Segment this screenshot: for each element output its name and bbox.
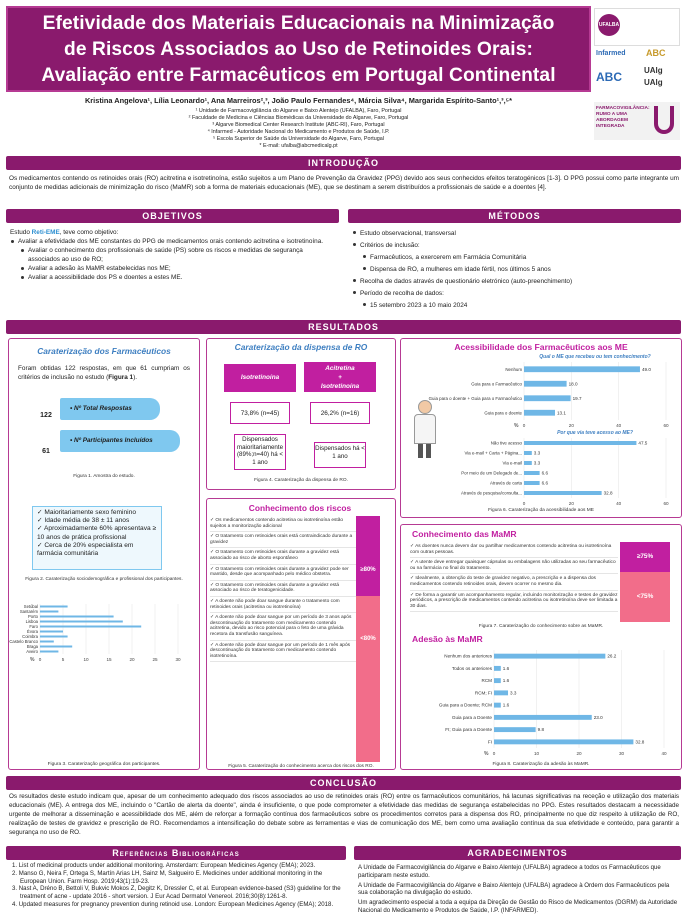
resultados-heading: RESULTADOS <box>6 320 681 334</box>
category-label: Via e-mail + Carta + Página... <box>464 450 522 456</box>
n-incluidos-label: • Nº Participantes Incluídos <box>60 430 180 452</box>
title-line-1: Efetividade dos Materiais Educacionais na Minimização <box>42 13 555 34</box>
category-label: RCM <box>481 678 492 684</box>
data-label: 1.6 <box>502 702 510 708</box>
tick-label: 40 <box>661 751 667 756</box>
bar <box>40 626 141 628</box>
riscos-pct-high: ≥80% <box>356 516 380 624</box>
tick-label: 60 <box>663 501 669 506</box>
category-label: RCM; FI <box>474 690 492 696</box>
pct-isotretinoina: 73,8% (n=45) <box>230 402 290 424</box>
pct-acitretina: 26,2% (n=16) <box>310 402 370 424</box>
bar <box>524 461 532 465</box>
affiliations: ¹ Unidade de Farmacovigilância do Algarve e Baixo Alentejo (UFALBA), Faro, Portugal ² Faculdade de Medicina e Ciências Biomédicas da Universidade do Algarve, Faro, Portugal ³ Algarve Biomedical Center Research Institute (ABC-RI), Faro, Portugal ⁴ Infarmed - Autoridade Nacional do Medicamento e Produtos de Saúde, I.P. ⁵ Escola Superior de Saúde da Universidade do Algarve, Faro, Portugal * E-mail: ufalba@abcmedicalg.pt <box>188 108 409 149</box>
dispensa-title: Caraterização da dispensa de RO <box>234 342 368 352</box>
tick-label: 15 <box>106 657 112 662</box>
acess-title: Acessibilidade dos Farmacêuticos aos ME <box>454 342 628 352</box>
category-label: Não tive acesso <box>490 440 522 446</box>
tick-label: 0 <box>522 423 526 428</box>
chart-geografico <box>9 600 192 664</box>
bar <box>40 611 58 613</box>
data-label: 6.6 <box>541 470 549 476</box>
ufalba-logo: UFALBA <box>598 14 620 36</box>
bar <box>524 410 555 416</box>
logo-panel <box>592 6 682 146</box>
list-item: ✓ A doente não pode doar sangue por um período de 1 mês após descontinuação do tratamento com medicamento contendo isotretinoína. <box>210 641 356 663</box>
bar <box>40 621 123 623</box>
objetivos-heading: OBJETIVOS <box>6 209 339 223</box>
tick-label: 40 <box>616 423 622 428</box>
category-label: Nenhum <box>505 366 522 372</box>
intro-heading: INTRODUÇÃO <box>6 156 681 170</box>
fig3-caption: Figura 3. Caraterização geográfica dos participantes. <box>47 762 161 767</box>
data-label: 9.8 <box>537 727 545 733</box>
list-item: ✓ A doente não pode doar sangue por um período de 3 anos após descontinuação do tratamento com medicamento contendo acitretina, devido ao risco potencial para o feto de uma grávida recetora da transfusão sanguínea. <box>210 613 356 640</box>
tick-label: 40 <box>616 501 622 506</box>
dispensa-acitretina: Dispensados há < 1 ano <box>314 442 366 468</box>
fig4-caption: Figura 4. Caraterização da dispensa de RO. <box>254 478 348 483</box>
bar <box>524 441 636 445</box>
authors: Kristina Angelova¹, Lília Leonardo¹, Ana Marreiros²,³, João Paulo Fernandes⁴, Márcia Silva⁴, Margarida Espírito-Santo¹,³,⁵* <box>84 96 513 105</box>
fig8-caption: Figura 8. Caraterização da adesão às MaMR. <box>492 762 590 767</box>
bar <box>494 715 592 720</box>
bar <box>40 651 58 653</box>
category-label: Via e-mail <box>502 460 522 466</box>
metodos-body: Estudo observacional, transversal Critérios de inclusão: Farmacêuticos, a exercerem em Farmácia Comunitária Dispensa de RO, a mulheres em idade fértil, nos últimos 5 anos Recolha de dados através de questionário eletrónico (auto-preenchimento) Período de recolha de dados: 15 setembro 2023 a 10 maio 2024 <box>352 228 678 312</box>
chart-adesao <box>404 648 678 760</box>
list-item: ✓ O tratamento com retinoides orais durante a gravidez pode ser mantido, desde que acompanhado pelo médico obstetra. <box>210 565 356 581</box>
bar <box>40 616 114 618</box>
abc-logo: ABC <box>596 70 622 84</box>
category-label: Lisboa <box>25 619 38 625</box>
riscos-pct-low: <80% <box>356 596 380 762</box>
category-label: Todos os anteriores <box>451 665 492 671</box>
chart-title: Qual o ME que recebeu ou tem conhecimento? <box>539 354 651 360</box>
axis-label: % <box>514 423 519 429</box>
tick-label: 10 <box>533 751 540 756</box>
bar <box>524 451 532 455</box>
bar <box>494 690 508 695</box>
category-label: Castelo Branco <box>9 639 38 645</box>
category-label: Através de pesquisa/consulta... <box>460 490 522 496</box>
list-item: ✓ A doente não pode doar sangue durante o tratamento com retinoides orais (acitretina ou isotretinoína) <box>210 597 356 613</box>
bar <box>494 654 605 659</box>
fig1-caption: Figura 1. Amostra do estudo. <box>73 474 135 479</box>
bar <box>524 381 567 387</box>
dispensa-isotretinoina: Dispensados maioritariamente (89%;n=40) há < 1 ano <box>234 434 286 470</box>
col-isotretinoina: Isotretinoína <box>224 364 296 392</box>
list-item: ✓ As doentes nunca devem dar ou partilhar medicamentos contendo acitretina ou isotretinoína com outras pessoas. <box>410 542 618 558</box>
tick-label: 5 <box>61 657 65 662</box>
data-label: 47.5 <box>638 440 648 446</box>
tick-label: 20 <box>129 657 135 662</box>
category-label: Guia para o doente <box>484 410 522 416</box>
category-label: Faro <box>29 624 38 630</box>
mamr-pct-high: ≥75% <box>620 542 670 572</box>
conclusao-heading: CONCLUSÃO <box>6 776 681 790</box>
tick-label: 20 <box>568 501 574 506</box>
ualg-logo-2: UAlg <box>644 78 663 87</box>
infarmed-logo: Infarmed <box>596 50 626 57</box>
conference-title: FARMACOVIGILÂNCIA: RUMO A UMA ABORDAGEM INTEGRADA <box>596 106 650 129</box>
chart-me-recebido <box>428 352 680 430</box>
caracterizacao-text: Foram obtidas 122 respostas, em que 61 cumpriam os critérios de inclusão no estudo (Figura 1). <box>18 365 190 381</box>
bar <box>40 646 72 648</box>
list-item: ✓ De forma a garantir um acompanhamento regular, incluindo monitorização e testes de gravidez periódicos, a prescrição de medicamentos contendo acitretina ou isotretinoína deve ser limitada a 30 dias. <box>410 591 618 613</box>
axis-label: % <box>30 657 35 663</box>
mamr-list <box>410 542 618 612</box>
tick-label: 0 <box>522 501 526 506</box>
data-label: 49.0 <box>641 366 651 372</box>
tick-label: 30 <box>175 657 181 662</box>
category-label: Por meio de um Delegado de... <box>461 470 522 476</box>
list-item: ✓ O tratamento com retinoides orais durante a gravidez está associado ao risco de teratogenicidade. <box>210 581 356 597</box>
fig2-caption: Figura 2. Caraterização sociodemográfica e profissional dos participantes. <box>25 577 183 582</box>
bar <box>524 481 540 485</box>
tick-label: 30 <box>618 751 625 756</box>
bar <box>494 666 501 671</box>
data-label: 3.3 <box>533 450 541 456</box>
col-acitretina: Acitretina + Isotretinoína <box>304 362 376 392</box>
objetivos-body: Estudo Reti-EME, teve como objetivo: Avaliar a efetividade dos ME constantes do PPG de medicamentos orais contendo acitretina e isotretinoína. Avaliar o conhecimento dos profissionais de saúde (PS) sobre os riscos e medidas de segurança associados ao uso de RO; Avaliar a adesão às MaMR estabelecidas nos ME; Avaliar a acessibilidade dos PS e doentes a estes ME. <box>10 228 336 282</box>
bar <box>524 395 571 401</box>
data-label: 26.2 <box>607 653 617 659</box>
category-label: Guia para a Doente <box>451 714 492 720</box>
category-label: Santarém <box>19 609 38 615</box>
category-label: FI; Guia para a Doente <box>445 727 492 733</box>
data-label: 18.0 <box>568 381 578 387</box>
bar <box>494 678 501 683</box>
data-label: 3.3 <box>510 690 517 696</box>
category-label: Através de carta <box>490 480 522 486</box>
bar <box>524 471 540 475</box>
list-item: ✓ Os medicamentos contendo acitretina ou isotretinoína estão sujeitos a monitorização adicional <box>210 516 356 532</box>
bar <box>494 703 501 708</box>
bar <box>40 641 54 643</box>
title-line-3: Avaliação entre Farmacêuticos em Portugal Continental <box>41 65 556 86</box>
tick-label: 0 <box>38 657 42 662</box>
tick-label: 60 <box>663 423 669 428</box>
bar <box>40 636 68 638</box>
chart-via-acesso <box>442 428 680 510</box>
metodos-heading: MÉTODOS <box>348 209 681 223</box>
tick-label: 10 <box>83 657 89 662</box>
n-total-label: • Nº Total Respostas <box>60 398 160 420</box>
agradecimentos-heading: AGRADECIMENTOS <box>354 846 681 860</box>
referencias-list: 1. List of medicinal products under additional monitoring. Amsterdam: European Medicines Agency (EMA); 2023. 2. Manso G, Neira F, Ortega S, Martín Arias LH, Sainz M, Salgueiro E. Medicines under additional monitoring in the European Union. Farm Hosp. 2019;43(1):19-23. 3. Nast A, Dréno B, Bettoli V, Bukvic Mokos Z, Degitz K, Dressler C, et al. European evidence-based (S3) guideline for the treatment of acne - update 2016 - short version. J Eur Acad Dermatol Venereol. 2016;30(8):1261-8. 4. Updated measures for pregnancy prevention during retinoid use. London: European Medicines Agency (EMA); 2018. <box>12 862 341 908</box>
category-label: Setúbal <box>23 604 38 610</box>
category-label: Guia para a Doente; RCM <box>438 702 492 708</box>
category-label: Guia para o Farmacêutico <box>471 381 522 387</box>
bar <box>494 727 536 732</box>
fig6-caption: Figura 6. Caraterização da acessibilidade aos ME <box>488 508 594 513</box>
category-label: Nenhum dos anteriores <box>444 653 492 659</box>
adesao-title: Adesão às MaMR <box>412 634 483 644</box>
pharmacist-figure <box>410 400 440 460</box>
intro-text: Os medicamentos contendo os retinoides orais (RO) acitretina e isotretinoína, estão sujeitos a um Plano de Prevenção da Gravidez (PPG) devido aos seus conhecidos efeitos teratogénicos [1-3]. O PPG possui como parte integrante um conjunto de medidas adicionais de minimização do risco (MaMR) sob a forma de materiais educacionais (ME), que se destinam a serem distribuídos a profissionais de saúde e a doentes [4]. <box>9 175 679 191</box>
category-label: Coimbra <box>22 634 38 640</box>
category-label: Aveiro <box>26 649 38 655</box>
riscos-list <box>210 516 356 662</box>
referencias-heading: Referências Bibliográficas <box>6 846 346 860</box>
data-label: 23.0 <box>593 714 603 720</box>
tick-label: 20 <box>568 423 574 428</box>
list-item: ✓ O tratamento com retinoides orais está contraindicado durante a gravidez <box>210 532 356 548</box>
list-item: ✓ A utente deve entregar quaisquer cápsulas ou embalagens não utilizadas ao seu farmacêutico ou na farmácia no final do tratamento. <box>410 558 618 574</box>
data-label: 32.8 <box>603 490 613 496</box>
abc-logo-small: ABC <box>646 48 666 58</box>
category-label: Porto <box>27 614 38 620</box>
data-label: 19.7 <box>572 395 582 401</box>
n-incluidos: 61 <box>42 448 50 455</box>
category-label: Braga <box>26 644 38 650</box>
fig5-caption: Figura 5. Caraterização do conhecimento acerca dos riscos dos RO. <box>228 764 374 769</box>
list-item: ✓ O tratamento com retinoides orais durante a gravidez está associado ao risco de aborto espontâneo <box>210 548 356 564</box>
tick-label: 0 <box>492 751 496 756</box>
conclusao-text: Os resultados deste estudo indicam que, apesar de um conhecimento adequado dos riscos associados ao uso de retinoides orais (RO) entre os farmacêuticos comunitários, há lacunas significativas na receção e utilização dos materiais educacionais (ME). A entrega dos ME, incluindo o "Cartão de alerta da doente", ainda é insuficiente, o que pode comprometer a efetividade das medidas de segurança estabelecidas no PPG. Estes resultados destacam a necessidade urgente de melhorar a disseminação e acessibilidade dos ME, além de reforçar a formação contínua dos farmacêuticos sobre os procedimentos corretos para a dispensa dos RO, principalmente no que diz respeito à utilização de RO, realização de testes de gravidez e prescrição de RO. Recomendamos a intensificação do debate sobre as ferramentas e vias de comunicação dos ME, bem como uma avaliação contínua da sua efetividade e conteúdo, para garantir a segurança no uso de RO. <box>9 793 679 836</box>
axis-label: % <box>484 751 489 757</box>
chart-title: Por que via teve acesso ao ME? <box>557 430 633 436</box>
n-total: 122 <box>40 412 52 419</box>
sociodemografico-box: ✓ Maioritariamente sexo feminino ✓ Idade média de 38 ± 11 anos ✓ Aproximadamente 60% apresentava ≥ 10 anos de prática profissional ✓ Cerca de 20% especialista em farmácia comunitária <box>32 506 162 570</box>
data-label: 1.6 <box>502 665 510 671</box>
caracterizacao-title: Caraterização dos Farmacêuticos <box>37 346 171 356</box>
tick-label: 25 <box>152 657 158 662</box>
bar <box>524 491 602 495</box>
bar <box>494 739 633 744</box>
title-line-2: de Riscos Associados ao Uso de Retinoides Orais: <box>64 39 533 60</box>
tick-label: 20 <box>576 751 582 756</box>
bar <box>40 606 68 608</box>
ualg-logo-1: UAlg <box>644 66 663 75</box>
bar <box>524 366 640 372</box>
category-label: FI <box>487 739 492 745</box>
data-label: 13.1 <box>557 410 566 416</box>
agradecimentos-list: A Unidade de Farmacovigilância do Algarve e Baixo Alentejo (UFALBA) agradece a todos os Farmacêuticos que participaram neste estudo. A Unidade de Farmacovigilância do Algarve e Baixo Alentejo (UFALBA) agradece à Ordem dos Farmacêuticos pela sua colaboração na divulgação do estudo. Um agradecimento especial a toda a equipa da Direção de Gestão do Risco de Medicamentos (DGRM) da Autoridade Nacional do Medicamento e Produtos de Saúde, I.P. (INFARMED). <box>358 864 678 914</box>
category-label: Évora <box>27 629 38 635</box>
riscos-title: Conhecimento dos riscos <box>248 503 352 513</box>
data-label: 1.6 <box>502 678 510 684</box>
mamr-pct-low: <75% <box>620 572 670 622</box>
poster-title-banner <box>6 6 591 92</box>
data-label: 6.6 <box>541 480 549 486</box>
list-item: ✓ Idealmente, a obtenção do teste de gravidez negativo, a prescrição e a dispensa dos medicamentos contendo retinoides orais, devem ocorrer no mesmo dia. <box>410 574 618 590</box>
data-label: 3.3 <box>533 460 541 466</box>
mamr-title: Conhecimento das MaMR <box>412 529 517 539</box>
data-label: 32.8 <box>635 739 645 745</box>
fig7-caption: Figura 7. Caraterização do conhecimento sobre as MaMR. <box>478 624 604 629</box>
category-label: Guia para o doente + Guia para o Farmacêutico <box>428 395 522 401</box>
conference-logo-shape <box>654 106 674 134</box>
bar <box>40 631 63 633</box>
